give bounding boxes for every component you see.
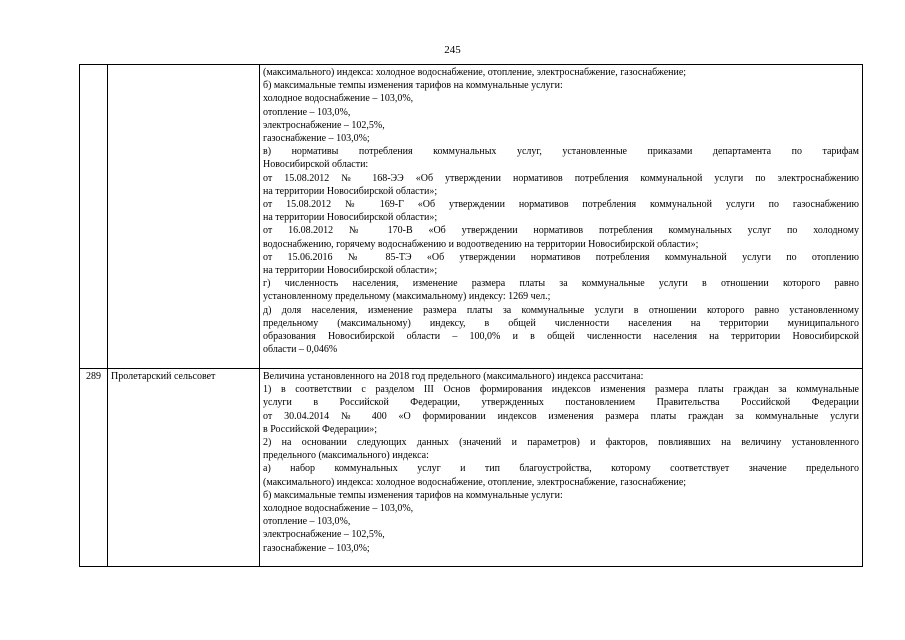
municipality-name-cell	[108, 65, 260, 369]
table-row	[80, 65, 863, 369]
text-line: б) максимальные темпы изменения тарифов на коммунальные услуги:	[263, 489, 563, 501]
text-line: д) доля населения, изменение размера платы за коммунальные услуги в отношении которого равно установленному	[263, 304, 859, 316]
text-line: области – 0,046%	[263, 344, 338, 356]
row-number-cell	[80, 65, 108, 369]
municipality-name-cell: Пролетарский сельсовет	[108, 369, 260, 567]
text-line: на территории Новосибирской области»;	[263, 185, 438, 197]
text-line: от 16.08.2012 № 170-В «Об утверждении нормативов потребления коммунальных услуг по холодному	[263, 225, 859, 237]
text-line: электроснабжение – 102,5%,	[263, 529, 385, 541]
page-number: 245	[444, 44, 461, 56]
text-line: газоснабжение – 103,0%;	[263, 133, 370, 145]
text-line: на территории Новосибирской области»;	[263, 265, 438, 277]
text-line: б) максимальные темпы изменения тарифов на коммунальные услуги:	[263, 80, 563, 92]
text-line: от 15.06.2016 № 85-ТЭ «Об утверждении нормативов потребления коммунальной услуги по отоплению	[263, 251, 859, 263]
text-line: образования Новосибирской области – 100,0% и в общей численности населения на территории Новосибирской	[263, 331, 859, 343]
text-line: 2) на основании следующих данных (значений и параметров) и факторов, повлиявших на величину установленного	[263, 437, 859, 449]
text-line: в) нормативы потребления коммунальных услуг, установленные приказами департамента по тарифам	[263, 146, 859, 158]
text-line: г) численность населения, изменение размера платы за коммунальные услуги в отношении которого равно	[263, 278, 859, 290]
text-line: Новосибирской области:	[263, 159, 369, 171]
text-line: (максимального) индекса: холодное водоснабжение, отопление, электроснабжение, газоснабжение;	[263, 476, 687, 488]
text-line: предельного (максимального) индекса:	[263, 450, 429, 462]
text-line: услуги в Российской Федерации, утвержденных постановлением Правительства Российской Федерации	[263, 397, 859, 409]
text-line: (максимального) индекса: холодное водоснабжение, отопление, электроснабжение, газоснабжение;	[263, 67, 687, 78]
text-line: от 15.08.2012 № 168-ЭЭ «Об утверждении нормативов потребления коммунальной услуги по электроснабжению	[263, 172, 859, 184]
text-line: отопление – 103,0%,	[263, 516, 351, 528]
text-line: установленному предельному (максимальному) индексу: 1269 чел.;	[263, 291, 551, 303]
text-line: 1) в соответствии с разделом III Основ формирования индексов изменения размера платы граждан за коммунальные	[263, 384, 859, 396]
text-line: холодное водоснабжение – 103,0%,	[263, 93, 414, 105]
text-line: электроснабжение – 102,5%,	[263, 119, 385, 131]
text-line: а) набор коммунальных услуг и тип благоустройства, которому соответствует значение предельного	[263, 463, 859, 475]
text-line: отопление – 103,0%,	[263, 106, 351, 118]
index-description-cell	[260, 65, 863, 369]
index-description-cell	[260, 369, 863, 567]
text-line: холодное водоснабжение – 103,0%,	[263, 503, 414, 515]
text-line: газоснабжение – 103,0%;	[263, 542, 370, 554]
text-line: водоснабжению, горячему водоснабжению и водоотведению на территории Новосибирской области»;	[263, 238, 699, 250]
row-number-cell: 289	[80, 369, 108, 567]
text-line: на территории Новосибирской области»;	[263, 212, 438, 224]
text-line: от 30.04.2014 № 400 «О формировании индексов изменения размера платы граждан за коммунальные услуги	[263, 410, 859, 422]
text-line: Величина установленного на 2018 год предельного (максимального) индекса рассчитана:	[263, 371, 644, 382]
text-line: в Российской Федерации»;	[263, 423, 378, 435]
text-line: предельному (максимальному) индексу, в общей численности населения на территории муниципального	[263, 317, 859, 329]
table-row	[80, 369, 863, 567]
text-line: от 15.08.2012 № 169-Г «Об утверждении нормативов потребления коммунальной услуги по газоснабжению	[263, 199, 859, 211]
tariff-index-table	[79, 64, 863, 567]
